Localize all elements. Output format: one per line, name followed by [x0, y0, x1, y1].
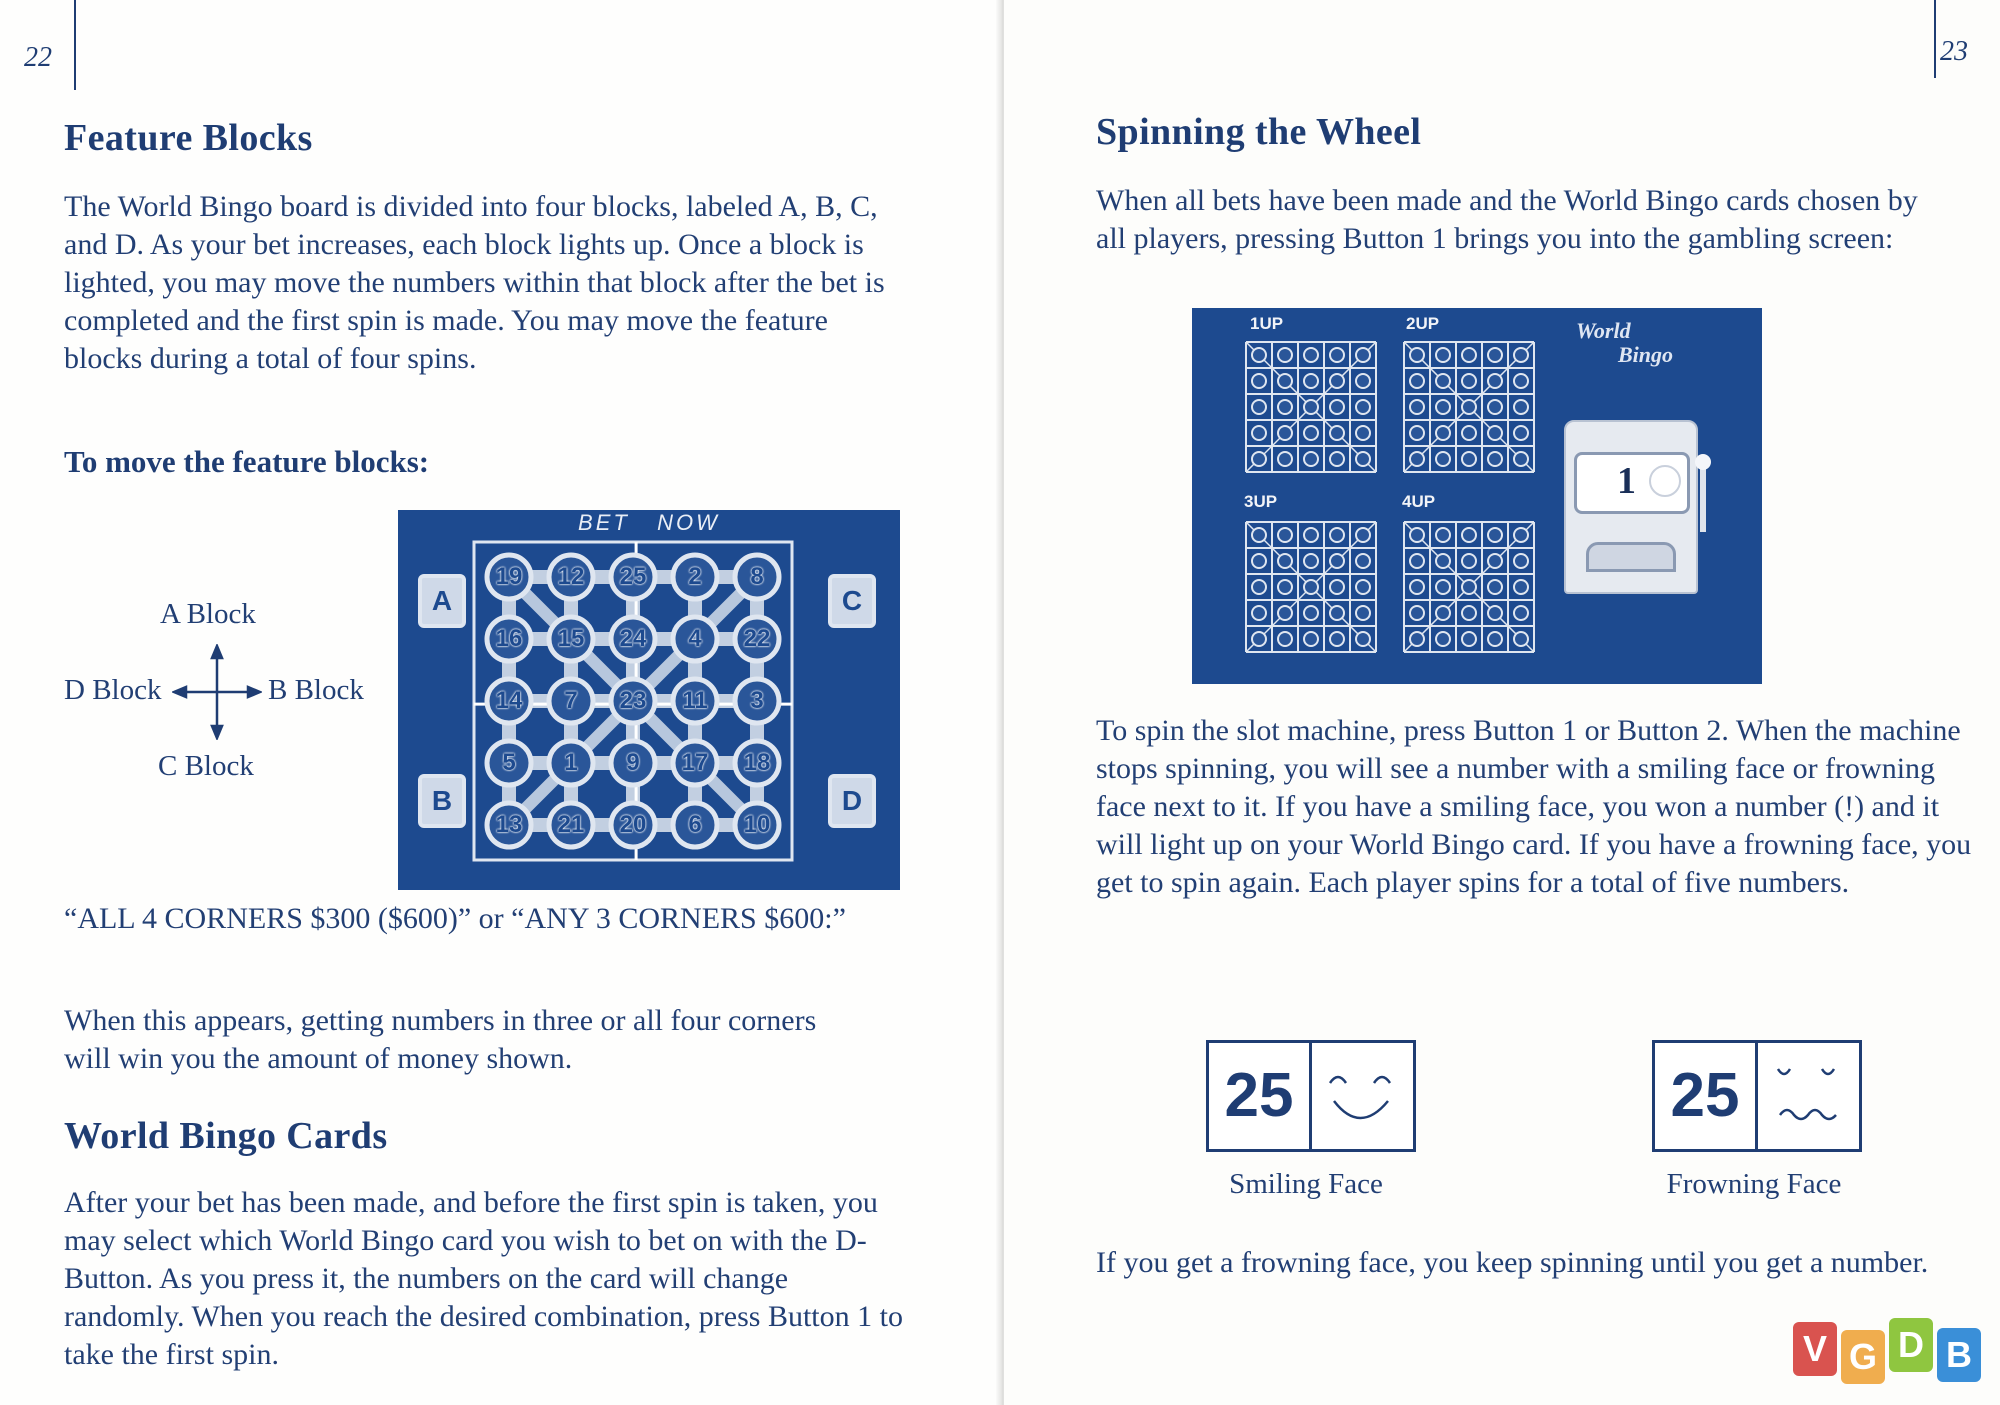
mini-grid-node: [1252, 426, 1266, 440]
mini-grid-node: [1462, 452, 1476, 466]
mini-grid-node: [1278, 400, 1292, 414]
block-label-c: C: [828, 574, 876, 628]
mini-grid-node: [1488, 528, 1502, 542]
mini-grid-node: [1514, 400, 1528, 414]
board-number: 1: [564, 749, 578, 776]
dpad-arrows-icon: [172, 644, 262, 740]
mini-grid-node: [1488, 426, 1502, 440]
mini-grid-node: [1304, 374, 1318, 388]
board-number: 9: [626, 749, 640, 776]
mini-grid-node: [1410, 348, 1424, 362]
board-number: 6: [688, 811, 702, 838]
mini-grid-node: [1488, 452, 1502, 466]
mini-grid-node: [1278, 554, 1292, 568]
gambling-screenshot: [1192, 308, 1762, 684]
d-block-label: D Block: [64, 674, 162, 706]
board-number: 18: [743, 749, 771, 776]
frowning-face-number: 25: [1655, 1043, 1758, 1149]
player-label-4up: 4UP: [1402, 492, 1436, 511]
slot-lever: [1700, 462, 1706, 532]
board-number: 16: [495, 625, 523, 652]
mini-grid-node: [1436, 348, 1450, 362]
board-number: 2: [688, 563, 702, 590]
mini-grid-node: [1252, 528, 1266, 542]
smiling-face-box: [1206, 1040, 1416, 1152]
world-bingo-logo-line1: World: [1576, 318, 1631, 343]
player-label-2up: 2UP: [1406, 314, 1440, 333]
mini-grid-node: [1278, 632, 1292, 646]
block-label-d: D: [828, 774, 876, 828]
logo-letter-d: D: [1889, 1318, 1933, 1372]
frowning-face-caption: Frowning Face: [1666, 1168, 1842, 1200]
page-number-rule: [74, 0, 76, 90]
mini-grid-node: [1356, 632, 1370, 646]
mini-grid-node: [1462, 400, 1476, 414]
board-number: 7: [564, 687, 578, 714]
slot-value: 1: [1617, 460, 1636, 502]
board-number: 19: [495, 563, 523, 590]
logo-letter-v: V: [1793, 1322, 1837, 1376]
mini-grid-node: [1462, 528, 1476, 542]
board-number: 12: [557, 563, 585, 590]
mini-grid-node: [1330, 374, 1344, 388]
slot-lever-knob: [1695, 454, 1711, 470]
board-number: 20: [619, 811, 647, 838]
mini-grid-node: [1330, 348, 1344, 362]
mini-grid-node: [1330, 580, 1344, 594]
board-number: 5: [502, 749, 516, 776]
feature-blocks-heading: Feature Blocks: [64, 117, 313, 159]
mini-grid-node: [1410, 632, 1424, 646]
mini-grid-node: [1514, 528, 1528, 542]
mini-grid-node: [1252, 452, 1266, 466]
mini-grid-node: [1252, 632, 1266, 646]
mini-grid-node: [1410, 374, 1424, 388]
mini-grid-node: [1356, 606, 1370, 620]
frowning-face-icon: [1758, 1043, 1858, 1149]
mini-grid-node: [1330, 400, 1344, 414]
mini-grid-node: [1330, 426, 1344, 440]
page-number: 23: [1940, 36, 1968, 67]
a-block-label: A Block: [160, 598, 256, 630]
mini-grid-node: [1278, 606, 1292, 620]
mini-grid-node: [1514, 554, 1528, 568]
mini-grid-node: [1462, 606, 1476, 620]
board-number: 22: [743, 625, 771, 652]
right-page: [1004, 0, 2000, 1405]
mini-grid-node: [1304, 580, 1318, 594]
mini-grid-node: [1304, 554, 1318, 568]
bingo-cards-heading: World Bingo Cards: [64, 1115, 388, 1157]
mini-grid-node: [1356, 580, 1370, 594]
mini-grid-node: [1462, 580, 1476, 594]
mini-grid-node: [1252, 374, 1266, 388]
board-number: 3: [750, 687, 764, 714]
logo-letter-b: B: [1937, 1328, 1981, 1382]
mini-grid-node: [1356, 400, 1370, 414]
mini-grid-node: [1462, 426, 1476, 440]
board-number: 17: [681, 749, 709, 776]
mini-grid-node: [1278, 528, 1292, 542]
mini-grid-node: [1304, 400, 1318, 414]
player-label-1up: 1UP: [1250, 314, 1284, 333]
mini-grid-node: [1436, 632, 1450, 646]
mini-grid-node: [1410, 400, 1424, 414]
smiling-face-icon: [1312, 1043, 1412, 1149]
board-number: 24: [619, 625, 647, 652]
mini-grid-node: [1436, 400, 1450, 414]
board-number: 11: [682, 687, 708, 714]
mini-grid-node: [1252, 606, 1266, 620]
smiling-face-caption: Smiling Face: [1229, 1168, 1383, 1200]
mini-grid-node: [1488, 374, 1502, 388]
mini-grid-node: [1252, 554, 1266, 568]
spinning-wheel-heading: Spinning the Wheel: [1096, 111, 1422, 153]
mini-grid-node: [1356, 528, 1370, 542]
spinning-wheel-paragraph: When all bets have been made and the World Bingo cards chosen by all players, pressing Button 1 brings you into the gambling screen:: [1096, 184, 1918, 255]
mini-grid-node: [1304, 426, 1318, 440]
corners-line: “ALL 4 CORNERS $300 ($600)” or “ANY 3 CORNERS $600:”: [64, 902, 846, 935]
board-number: 10: [743, 811, 771, 838]
mini-grid-node: [1278, 348, 1292, 362]
mini-grid-node: [1488, 580, 1502, 594]
block-label-a: A: [418, 574, 466, 628]
mini-grid-node: [1514, 374, 1528, 388]
mini-grid-node: [1330, 606, 1344, 620]
board-number: 4: [688, 625, 702, 652]
mini-grid-node: [1304, 632, 1318, 646]
mini-grid-node: [1410, 554, 1424, 568]
mini-grid-node: [1514, 580, 1528, 594]
final-paragraph: If you get a frowning face, you keep spinning until you get a number.: [1096, 1246, 1929, 1279]
mini-grid-node: [1462, 632, 1476, 646]
mini-grid-node: [1436, 580, 1450, 594]
mini-grid-node: [1304, 452, 1318, 466]
world-bingo-logo-line2: Bingo: [1618, 342, 1674, 367]
mini-grid-node: [1436, 374, 1450, 388]
page-number: 22: [24, 42, 52, 73]
c-block-label: C Block: [158, 750, 254, 782]
mini-grid-node: [1514, 632, 1528, 646]
smiling-face-number: 25: [1209, 1043, 1312, 1149]
slot-tray: [1586, 542, 1676, 572]
mini-grid-node: [1304, 528, 1318, 542]
bet-now-screenshot: [398, 510, 900, 890]
b-block-label: B Block: [268, 674, 364, 706]
mini-grid-node: [1514, 348, 1528, 362]
mini-grid-node: [1436, 606, 1450, 620]
board-number: 23: [619, 687, 647, 714]
mini-grid-node: [1410, 452, 1424, 466]
player-label-3up: 3UP: [1244, 492, 1278, 511]
block-label-b: B: [418, 774, 466, 828]
mini-grid-node: [1436, 426, 1450, 440]
mini-grid-node: [1356, 554, 1370, 568]
mini-grid-node: [1410, 528, 1424, 542]
mini-grid-node: [1278, 580, 1292, 594]
mini-grid-node: [1252, 580, 1266, 594]
mini-grid-node: [1356, 348, 1370, 362]
mini-grid-node: [1410, 426, 1424, 440]
mini-grid-node: [1330, 632, 1344, 646]
mini-grid-node: [1436, 528, 1450, 542]
mini-grid-node: [1356, 452, 1370, 466]
mini-grid-node: [1304, 348, 1318, 362]
mini-grid-node: [1356, 426, 1370, 440]
mini-grid-node: [1462, 348, 1476, 362]
mini-grid-node: [1488, 632, 1502, 646]
mini-grid-node: [1278, 452, 1292, 466]
frowning-face-box: [1652, 1040, 1862, 1152]
mini-grid-node: [1252, 348, 1266, 362]
mini-grid-node: [1514, 452, 1528, 466]
mini-grid-node: [1488, 400, 1502, 414]
logo-letter-g: G: [1841, 1330, 1885, 1384]
mini-grid-node: [1488, 606, 1502, 620]
mini-grid-node: [1436, 554, 1450, 568]
mini-grid-node: [1304, 606, 1318, 620]
bingo-cards-paragraph: After your bet has been made, and before the first spin is taken, you may select which World Bingo card you wish to bet on with the D-Button. As you press it, the numbers on the card will change randomly. When you reach the desired combination, press Button 1 to take the first spin.: [64, 1186, 903, 1371]
mini-grid-node: [1462, 374, 1476, 388]
move-blocks-heading: To move the feature blocks:: [64, 444, 430, 479]
mini-grid-node: [1514, 426, 1528, 440]
board-number: 14: [495, 687, 523, 714]
board-number: 13: [495, 811, 523, 838]
spin-paragraph: To spin the slot machine, press Button 1 or Button 2. When the machine stops spinning, you will see a number with a smiling face or frowning face next to it. If you have a smiling face, you won a number (!) and it will light up on your World Bingo card. If you have a frowning face, you get to spin again. Each player spins for a total of five numbers.: [1096, 714, 1972, 899]
mini-grid-node: [1410, 606, 1424, 620]
slot-window: [1574, 452, 1690, 514]
mini-grid-node: [1488, 348, 1502, 362]
mini-grid-node: [1278, 374, 1292, 388]
mini-grid-node: [1410, 580, 1424, 594]
board-number: 25: [619, 563, 647, 590]
page-number-rule: [1934, 0, 1936, 78]
mini-grid-node: [1462, 554, 1476, 568]
mini-grid-node: [1488, 554, 1502, 568]
mini-grid-node: [1356, 374, 1370, 388]
mini-grid-node: [1330, 452, 1344, 466]
slot-face-icon: [1649, 465, 1681, 497]
vgdb-watermark-logo: [1793, 1318, 1993, 1384]
mini-grid-node: [1330, 528, 1344, 542]
board-number: 8: [750, 563, 764, 590]
board-number: 15: [557, 625, 585, 652]
mini-grid-node: [1436, 452, 1450, 466]
slot-machine: [1564, 420, 1698, 594]
corners-paragraph: When this appears, getting numbers in three or all four corners will win you the amount of money shown.: [64, 1004, 817, 1075]
mini-grid-node: [1278, 426, 1292, 440]
feature-blocks-paragraph: The World Bingo board is divided into four blocks, labeled A, B, C, and D. As your bet increases, each block lights up. Once a block is lighted, you may move the numbers within that block after the bet is completed and the first spin is made. You may move the feature blocks during a total of four spins.: [64, 190, 885, 375]
board-number: 21: [557, 811, 585, 838]
mini-grid-node: [1514, 606, 1528, 620]
mini-grid-node: [1252, 400, 1266, 414]
mini-grid-node: [1330, 554, 1344, 568]
bet-now-header: BET NOW: [578, 510, 720, 535]
